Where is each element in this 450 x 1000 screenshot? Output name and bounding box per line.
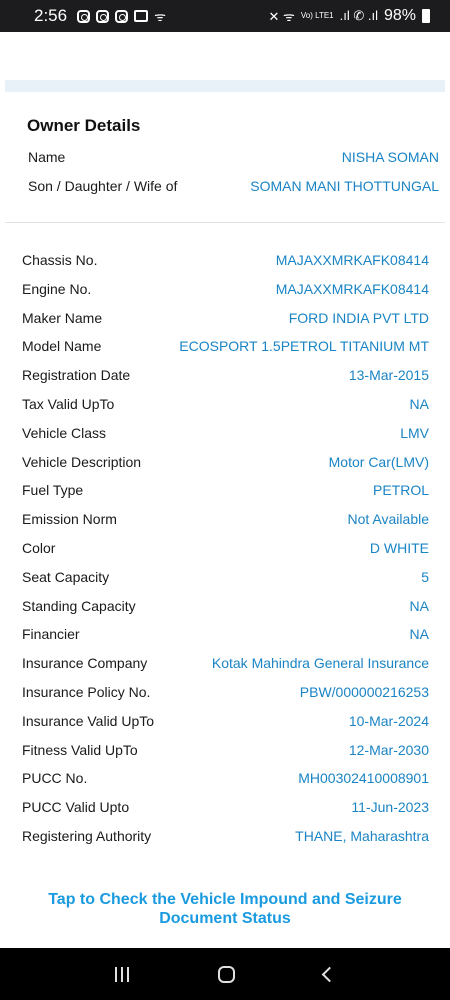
vehicle-detail-value: LMV xyxy=(400,424,429,441)
section-divider xyxy=(5,222,445,223)
recent-apps-icon[interactable] xyxy=(115,967,129,982)
vehicle-detail-row xyxy=(22,394,429,414)
vehicle-detail-label: Insurance Company xyxy=(22,655,148,672)
vehicle-detail-value: FORD INDIA PVT LTD xyxy=(288,309,429,326)
vehicle-detail-label: Vehicle Description xyxy=(22,453,142,470)
vehicle-detail-value: NA xyxy=(409,626,429,643)
vehicle-detail-value: PETROL xyxy=(372,482,429,499)
vehicle-detail-label: Standing Capacity xyxy=(22,597,136,614)
vehicle-detail-label: Fitness Valid UpTo xyxy=(22,741,138,758)
owner-detail-value: SOMAN MANI THOTTUNGAL xyxy=(250,178,439,194)
vehicle-detail-value: THANE, Maharashtra xyxy=(295,828,429,844)
vehicle-detail-row xyxy=(22,538,429,558)
status-bar xyxy=(0,0,450,32)
vehicle-detail-value: Not Available xyxy=(347,511,429,528)
battery-level: 98% xyxy=(383,7,416,24)
status-time: 2:56 xyxy=(34,6,68,25)
vehicle-detail-value: MAJAXXMRKAFK08414 xyxy=(275,252,429,268)
vehicle-detail-value: Kotak Mahindra General Insurance xyxy=(211,655,429,672)
owner-details-title: Owner Details xyxy=(27,116,141,135)
vehicle-detail-row xyxy=(22,452,429,472)
vehicle-detail-label: Color xyxy=(22,540,56,556)
vehicle-detail-value: PBW/000000216253 xyxy=(299,684,429,700)
vehicle-detail-value: 12-Mar-2030 xyxy=(348,741,429,758)
vehicle-detail-value: MH00302410008901 xyxy=(298,770,429,787)
vehicle-detail-row xyxy=(22,740,429,760)
vehicle-detail-label: Vehicle Class xyxy=(22,424,107,441)
vehicle-detail-row xyxy=(22,567,429,587)
owner-detail-label: Name xyxy=(28,149,66,165)
vehicle-detail-value: D WHITE xyxy=(369,540,429,556)
status-bar-right xyxy=(268,7,430,25)
status-bar-left xyxy=(34,6,166,26)
vehicle-detail-row xyxy=(22,250,429,270)
vehicle-detail-label: Fuel Type xyxy=(22,482,84,499)
vehicle-detail-value: ECOSPORT 1.5PETROL TITANIUM MT xyxy=(179,338,429,355)
back-icon[interactable] xyxy=(322,966,338,982)
gallery-icon xyxy=(134,10,148,22)
instagram-icon xyxy=(77,10,90,23)
vehicle-detail-row xyxy=(22,596,429,616)
vehicle-detail-label: Registration Date xyxy=(22,367,131,384)
vehicle-detail-value: 11-Jun-2023 xyxy=(351,799,429,816)
vehicle-detail-label: PUCC No. xyxy=(22,770,88,787)
vehicle-detail-label: Engine No. xyxy=(22,280,92,297)
vehicle-detail-value: NA xyxy=(409,396,429,412)
instagram-icon xyxy=(115,10,128,23)
vehicle-detail-value: Motor Car(LMV) xyxy=(328,453,429,470)
vehicle-detail-label: Tax Valid UpTo xyxy=(22,396,115,412)
vehicle-detail-value: MAJAXXMRKAFK08414 xyxy=(275,280,429,297)
vehicle-detail-row xyxy=(22,797,429,817)
section-header-band xyxy=(5,80,445,92)
vehicle-detail-value: 10-Mar-2024 xyxy=(348,712,429,729)
vehicle-detail-value: NA xyxy=(409,597,429,614)
vehicle-detail-label: Insurance Policy No. xyxy=(22,684,151,700)
home-icon[interactable] xyxy=(218,966,235,983)
vehicle-detail-row xyxy=(22,279,429,299)
vehicle-detail-label: PUCC Valid Upto xyxy=(22,799,130,816)
vehicle-detail-row xyxy=(22,480,429,500)
vehicle-detail-label: Emission Norm xyxy=(22,511,117,528)
vehicle-detail-label: Seat Capacity xyxy=(22,568,110,585)
vehicle-detail-row xyxy=(22,768,429,788)
vehicle-detail-label: Chassis No. xyxy=(22,252,98,268)
vehicle-detail-row xyxy=(22,365,429,385)
owner-detail-row xyxy=(28,176,439,196)
volte-icon: Vo) LTE1 xyxy=(300,11,334,20)
vehicle-detail-label: Model Name xyxy=(22,338,102,355)
vehicle-detail-row xyxy=(22,624,429,644)
owner-detail-value: NISHA SOMAN xyxy=(341,149,439,165)
vehicle-detail-value: 5 xyxy=(421,568,429,585)
vehicle-detail-label: Insurance Valid UpTo xyxy=(22,712,155,729)
vehicle-detail-row xyxy=(22,308,429,328)
mute-icon: ✕ ᯤ xyxy=(268,9,295,24)
vehicle-detail-label: Maker Name xyxy=(22,309,103,326)
vehicle-detail-row xyxy=(22,653,429,673)
vehicle-detail-row xyxy=(22,826,429,846)
owner-detail-row xyxy=(28,147,439,167)
navigation-bar xyxy=(0,948,450,1000)
instagram-icon xyxy=(96,10,109,23)
vehicle-detail-row xyxy=(22,682,429,702)
wifi-icon: ᯤ xyxy=(154,9,166,24)
signal-icon: .ıl ✆ .ıl xyxy=(339,8,378,23)
vehicle-detail-label: Financier xyxy=(22,626,80,643)
owner-detail-label: Son / Daughter / Wife of xyxy=(28,178,178,194)
vehicle-detail-label: Registering Authority xyxy=(22,828,152,844)
battery-icon xyxy=(422,9,430,23)
vehicle-detail-row xyxy=(22,711,429,731)
vehicle-detail-row xyxy=(22,509,429,529)
impound-seizure-status-link[interactable]: Tap to Check the Vehicle Impound and Seizure Document Status xyxy=(48,891,402,927)
vehicle-detail-value: 13-Mar-2015 xyxy=(348,367,429,384)
vehicle-detail-row xyxy=(22,423,429,443)
vehicle-detail-row xyxy=(22,336,429,356)
